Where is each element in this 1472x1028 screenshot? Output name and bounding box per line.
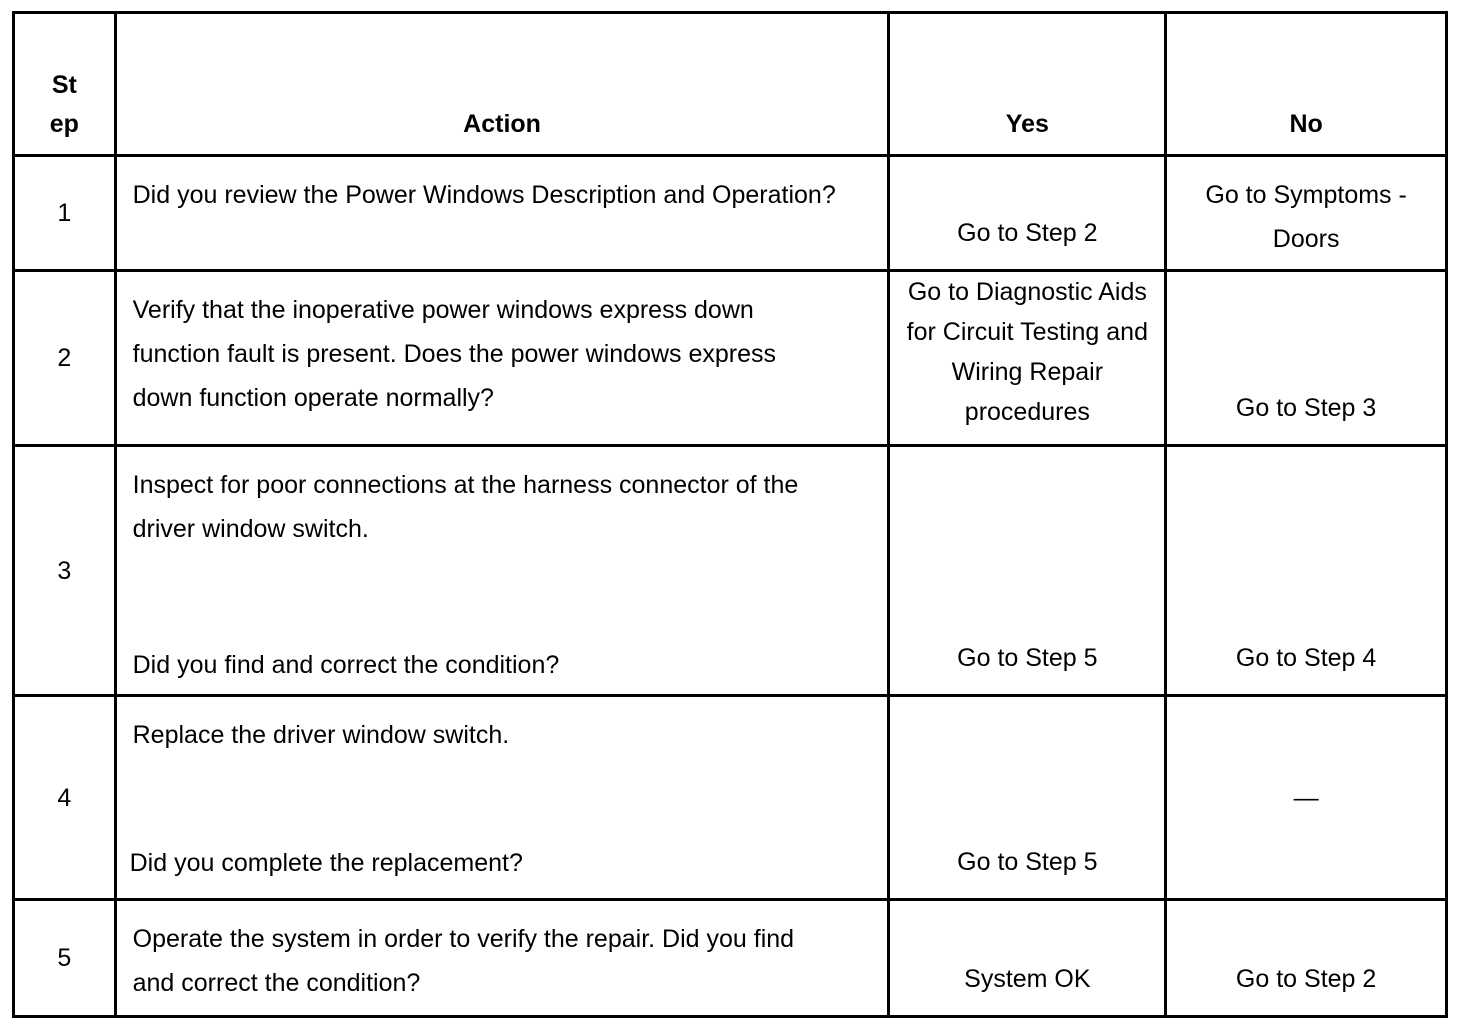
table-row: [14, 696, 1447, 900]
action-text: [115, 271, 889, 446]
yes-result: System OK: [889, 900, 1166, 1017]
diagnostic-table: [12, 11, 1448, 1018]
action-text: [115, 696, 889, 900]
header-step: [14, 13, 116, 156]
table-row: [14, 156, 1447, 271]
action-description: Replace the driver window switch.: [132, 721, 510, 749]
header-action: Action: [115, 13, 889, 156]
action-text: [115, 900, 889, 1017]
action-text: [115, 156, 889, 271]
step-number: 1: [14, 156, 116, 271]
table-row: [14, 271, 1447, 446]
step-number: 3: [14, 446, 116, 696]
step-number: 4: [14, 696, 116, 900]
action-question: Did you complete the replacement?: [129, 849, 523, 877]
yes-result: Go to Step 5: [889, 446, 1166, 696]
header-yes: Yes: [889, 13, 1166, 156]
no-result-text: Go to Symptoms - Doors: [1205, 181, 1407, 253]
yes-result: Go to Step 2: [889, 156, 1166, 271]
table-header-row: [14, 13, 1447, 156]
table-row: [14, 446, 1447, 696]
yes-result-text: Go to Diagnostic Aids for Circuit Testing and Wiring Repair procedures: [906, 278, 1148, 426]
step-number: 2: [14, 271, 116, 446]
no-result: Go to Step 4: [1166, 446, 1447, 696]
action-description: Inspect for poor connections at the harness connector of the driver window switch.: [132, 471, 799, 543]
action-description: Verify that the inoperative power windows express down function fault is present. Does the power windows express down function operate normally?: [132, 296, 777, 412]
yes-result: [889, 271, 1166, 446]
action-text: [115, 446, 889, 696]
no-result: Go to Step 2: [1166, 900, 1447, 1017]
action-description: Operate the system in order to verify the repair. Did you find and correct the condition?: [132, 925, 795, 997]
header-no: No: [1166, 13, 1447, 156]
no-result: Go to Step 3: [1166, 271, 1447, 446]
table-row: [14, 900, 1447, 1017]
no-result: [1166, 156, 1447, 271]
header-step-label: St ep: [49, 71, 79, 138]
action-question: Did you find and correct the condition?: [132, 651, 560, 679]
step-number: 5: [14, 900, 116, 1017]
no-result: —: [1166, 696, 1447, 900]
action-description: Did you review the Power Windows Description and Operation?: [132, 181, 836, 209]
yes-result: Go to Step 5: [889, 696, 1166, 900]
